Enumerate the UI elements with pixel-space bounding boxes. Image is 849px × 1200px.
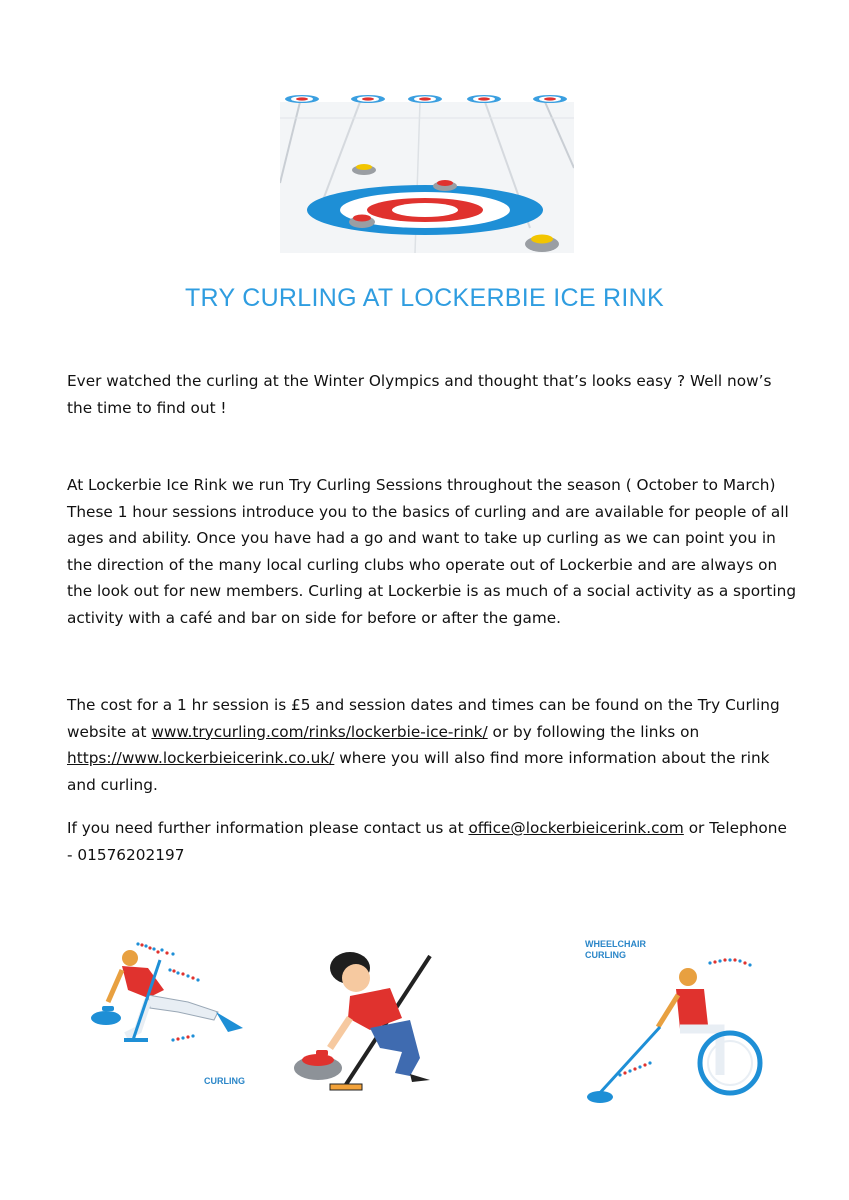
wheelchair-caption-line2: CURLING [585, 950, 626, 960]
intro-paragraph: Ever watched the curling at the Winter Olympics and thought that’s looks easy ? Well now’s the time to find out ! [67, 372, 772, 417]
curling-caption: CURLING [204, 1076, 245, 1086]
wheelchair-caption-line1: WHEELCHAIR [585, 939, 646, 949]
trycurling-link[interactable]: www.trycurling.com/rinks/lockerbie-ice-rink/ [151, 722, 488, 741]
distant-house-5 [533, 95, 567, 103]
sessions-paragraph: At Lockerbie Ice Rink we run Try Curling Sessions throughout the season ( October to March) These 1 hour sessions introduce you to the basics of curling and are available for people of all ages and ability. Once you have had a go and want to take up curling as we can point you in the direction of the many local curling clubs who operate out of Lockerbie and are always on the look out for new members. Curling at Lockerbie is as much of a social activity as a sporting activity with a café and bar on side for before or after the game. [67, 476, 797, 627]
curling-sheet-image [280, 78, 574, 268]
distant-house-1 [285, 95, 319, 103]
page-title: TRY CURLING AT LOCKERBIE ICE RINK [184, 284, 664, 312]
curling-athlete-illustration [78, 940, 258, 1090]
wheelchair-curling-illustration [580, 935, 780, 1110]
house-target [307, 185, 543, 235]
distant-house-4 [467, 95, 501, 103]
girl-curling-illustration [290, 948, 450, 1098]
lockerbie-website-link[interactable]: https://www.lockerbieicerink.co.uk/ [67, 749, 335, 767]
contact-text-before: If you need further information please contact us at [67, 819, 469, 837]
distant-house-3 [408, 95, 442, 103]
email-link[interactable]: office@lockerbieicerink.com [468, 819, 684, 837]
distant-house-2 [351, 95, 385, 103]
contact-text-after: or Telephone - 01576202197 [67, 819, 787, 864]
cost-text-middle: or by following the links on [487, 722, 700, 741]
cost-text-before: The cost for a 1 hr session is £5 and session dates and times can be found on the Try Curling website at [67, 696, 780, 741]
cost-paragraph [67, 692, 797, 798]
contact-paragraph [67, 815, 797, 868]
cost-text-after: where you will also find more information about the rink and curling. [67, 749, 770, 794]
